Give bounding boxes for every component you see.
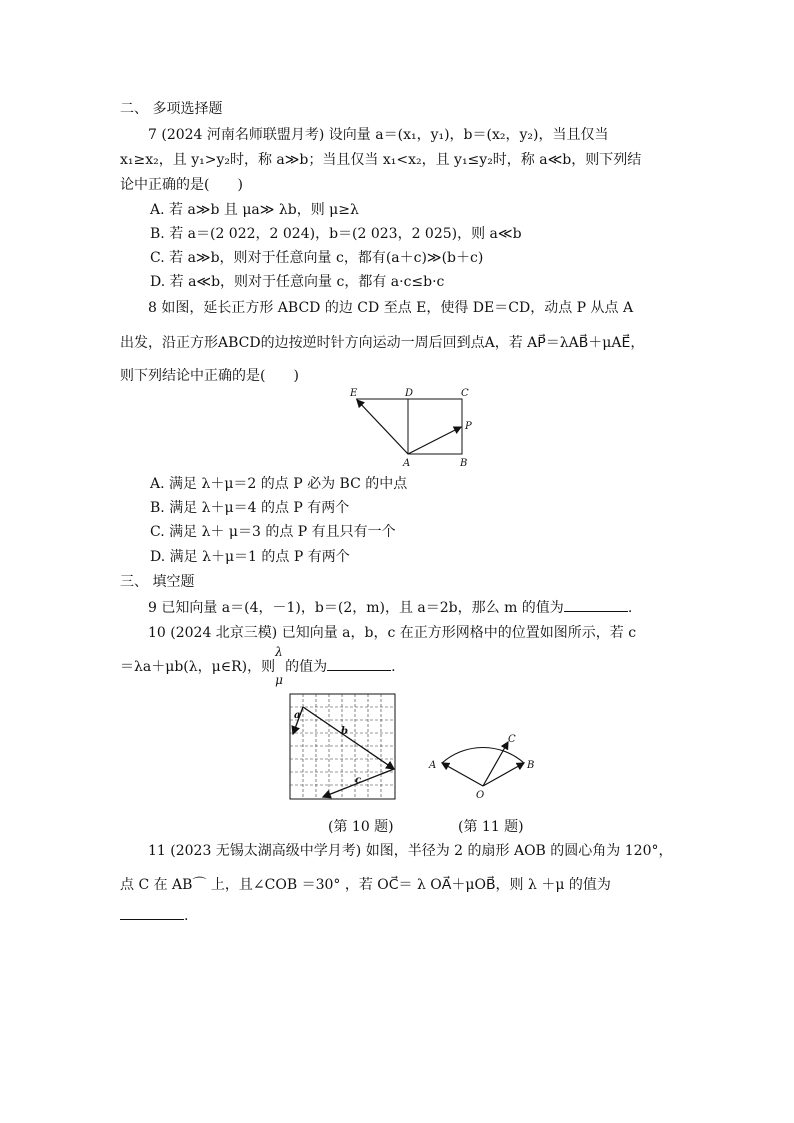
q11-answer-blank[interactable] (120, 905, 184, 920)
q10-label-a: a (294, 710, 301, 721)
q10-line2a: ＝λa＋μb(λ，μ∈R)，则 (120, 659, 276, 675)
q8-label-b: B (460, 458, 468, 469)
q9-end: . (627, 600, 633, 616)
q8-line2: 出发，沿正方形ABCD的边按逆时针方向运动一周后回到点A，若 AP⃗＝λAB⃗＋μAE⃗， (120, 335, 645, 351)
q7-line2: x₁≥x₂，且 y₁>y₂时，称 a≫b；当且仅当 x₁<x₂，且 y₁≤y₂时，称 a≪b，则下列结 (120, 152, 642, 168)
q7-option-a: A. 若 a≫b 且 μa≫ λb，则 μ≥λ (150, 202, 359, 218)
q10-frac-den: μ (275, 673, 283, 687)
q7-option-b: B. 若 a＝(2 022，2 024)，b＝(2 023，2 025)，则 a≪b (150, 226, 522, 242)
q8-label-c: C (461, 388, 469, 399)
q11-label-a: A (429, 760, 437, 771)
q10-figure-caption: (第 10 题) (328, 819, 394, 835)
q9-text: 9 已知向量 a＝(4，－1)，b＝(2，m)，且 a＝2b，那么 m 的值为 (148, 600, 564, 616)
q8-line3: 则下列结论中正确的是( ) (120, 368, 299, 384)
q10-answer-blank[interactable] (327, 656, 391, 671)
q7-option-c: C. 若 a≫b，则对于任意向量 c，都有(a＋c)≫(b＋c) (150, 250, 484, 266)
q11-line1: 11 (2023 无锡太湖高级中学月考) 如图，半径为 2 的扇形 AOB 的圆心角为 120°， (148, 843, 673, 859)
q9-line (148, 597, 728, 619)
q8-option-d: D. 满足 λ＋μ＝1 的点 P 有两个 (150, 549, 350, 565)
q11-sector-figure (425, 700, 545, 804)
q10-end: . (391, 659, 396, 675)
q10-frac-num: λ (275, 645, 283, 659)
q10-fraction (275, 645, 285, 687)
q8-label-p: P (465, 421, 472, 432)
q8-label-a: A (403, 458, 411, 469)
q7-line1: 7 (2024 河南名师联盟月考) 设向量 a＝(x₁，y₁)，b＝(x₂，y₂)，当且仅当 (148, 127, 609, 143)
q8-option-b: B. 满足 λ＋μ＝4 的点 P 有两个 (150, 500, 350, 516)
q9-answer-blank[interactable] (564, 597, 628, 612)
q10-label-c: c (355, 775, 362, 786)
q11-label-c: C (508, 734, 516, 745)
q11-figure-caption: (第 11 题) (458, 819, 524, 835)
q7-line3: 论中正确的是( ) (120, 177, 243, 193)
q10-line2b: 的值为 (285, 659, 328, 675)
q8-option-a: A. 满足 λ＋μ＝2 的点 P 必为 BC 的中点 (150, 476, 408, 492)
section-heading-multiple-choice: 二、 多项选择题 (120, 101, 223, 117)
q11-line3 (120, 905, 700, 927)
q8-label-e: E (350, 388, 358, 399)
q8-line1: 8 如图，延长正方形 ABCD 的边 CD 至点 E，使得 DE＝CD，动点 P 从点 A (148, 300, 634, 316)
q11-end: . (184, 908, 189, 924)
q10-grid-figure (288, 692, 398, 802)
q8-square-figure (340, 384, 480, 472)
q10-line1: 10 (2024 北京三模) 已知向量 a，b，c 在正方形网格中的位置如图所示，若 c (148, 625, 637, 641)
q10-line2 (120, 645, 700, 687)
q8-option-c: C. 满足 λ＋ μ＝3 的点 P 有且只有一个 (150, 524, 396, 540)
q11-line2: 点 C 在 AB⌒ 上，且∠COB ＝30° ，若 OC⃗＝ λ OA⃗＋μOB⃗，则 λ ＋μ 的值为 (120, 877, 611, 893)
q11-label-b: B (527, 760, 535, 771)
section-heading-fill-in: 三、 填空题 (120, 574, 195, 590)
q8-label-d: D (405, 388, 414, 399)
q11-label-o: O (476, 790, 485, 801)
q7-option-d: D. 若 a≪b，则对于任意向量 c，都有 a·c≤b·c (150, 274, 445, 290)
q10-label-b: b (341, 726, 348, 737)
